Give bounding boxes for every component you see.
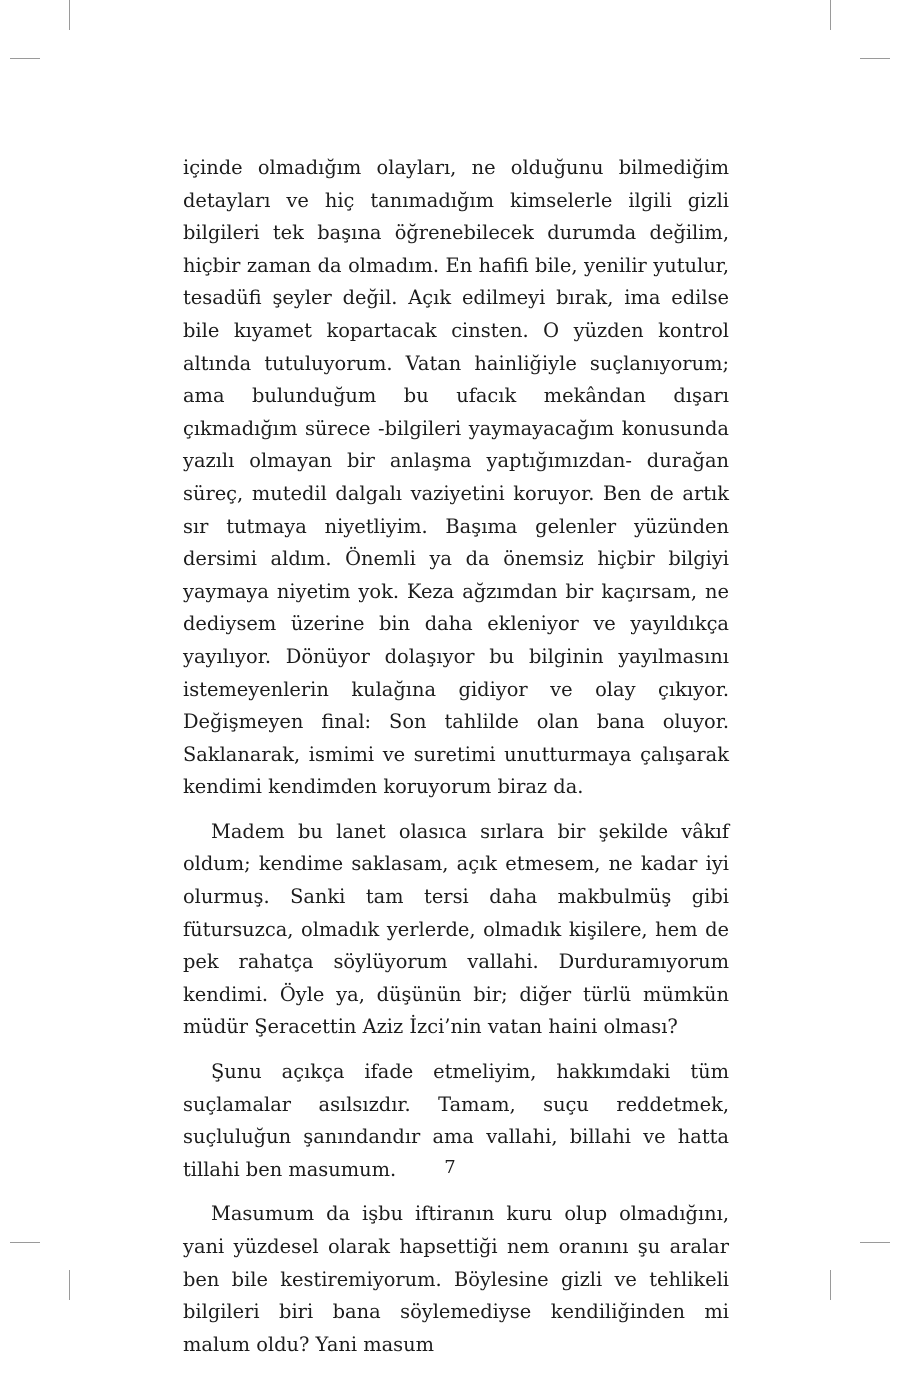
crop-mark-bottom-left-vertical [69,1270,70,1300]
paragraph-1: içinde olmadığım olayları, ne olduğunu bilmediğim detayları ve hiç tanımadığım kimselerle ilgili gizli bilgileri tek başına öğrenebilecek durumda değilim, hiçbir zaman da olmadım. En hafifi bile, yenilir yutulur, tesadüfi şeyler değil. Açık edilmeyi bırak, ima edilse bile kıyamet kopartacak cinsten. O yüzden kontrol altında tutuluyorum. Vatan hainliğiyle suçlanıyorum; ama bulunduğum bu ufacık mekândan dışarı çıkmadığım sürece -bilgileri yaymayacağım konusunda yazılı olmayan bir anlaşma yaptığımızdan- durağan süreç, mutedil dalgalı vaziyetini koruyor. Ben de artık sır tutmaya niyetliyim. Başıma gelenler yüzünden dersimi aldım. Önemli ya da önemsiz hiçbir bilgiyi yaymaya niyetim yok. Keza ağzımdan bir kaçırsam, ne dediysem üzerine bin daha ekleniyor ve yayıldıkça yayılıyor. Dönüyor dolaşıyor bu bilginin yayılmasını istemeyenlerin kulağına gidiyor ve olay çıkıyor. Değişmeyen final: Son tahlilde olan bana oluyor. Saklanarak, ismimi ve suretimi unutturmaya çalışarak kendimi kendimden koruyorum biraz da. [183,156,729,799]
paragraph-4: Masumum da işbu iftiranın kuru olup olmadığını, yani yüzdesel olarak hapsettiği nem oranını şu aralar ben bile kestiremiyorum. Böylesine gizli ve tehlikeli bilgileri biri bana söylemediyse kendiliğinden mi malum oldu? Yani masum [183,1202,729,1356]
crop-mark-bottom-right-vertical [830,1270,831,1300]
crop-mark-top-right-horizontal [860,58,890,59]
body-text [183,152,729,1373]
crop-mark-bottom-right-horizontal [860,1242,890,1243]
paragraph-2: Madem bu lanet olasıca sırlara bir şekilde vâkıf oldum; kendime saklasam, açık etmesem, ne kadar iyi olurmuş. Sanki tam tersi daha makbulmüş gibi fütursuzca, olmadık yerlerde, olmadık kişilere, hem de pek rahatça söylüyorum vallahi. Durduramıyorum kendimi. Öyle ya, düşünün bir; diğer türlü mümkün müdür Şeracettin Aziz İzci’nin vatan haini olması? [183,819,729,1039]
crop-mark-top-right-vertical [830,0,831,30]
crop-mark-top-left-horizontal [10,58,40,59]
crop-mark-bottom-left-horizontal [10,1242,40,1243]
crop-mark-top-left-vertical [69,0,70,30]
page-number: 7 [444,1157,456,1178]
paragraph-3: Şunu açıkça ifade etmeliyim, hakkımdaki tüm suçlamalar asılsızdır. Tamam, suçu reddetmek, suçluluğun şanındandır ama vallahi, billahi ve hatta tillahi ben masumum. [183,1060,729,1181]
